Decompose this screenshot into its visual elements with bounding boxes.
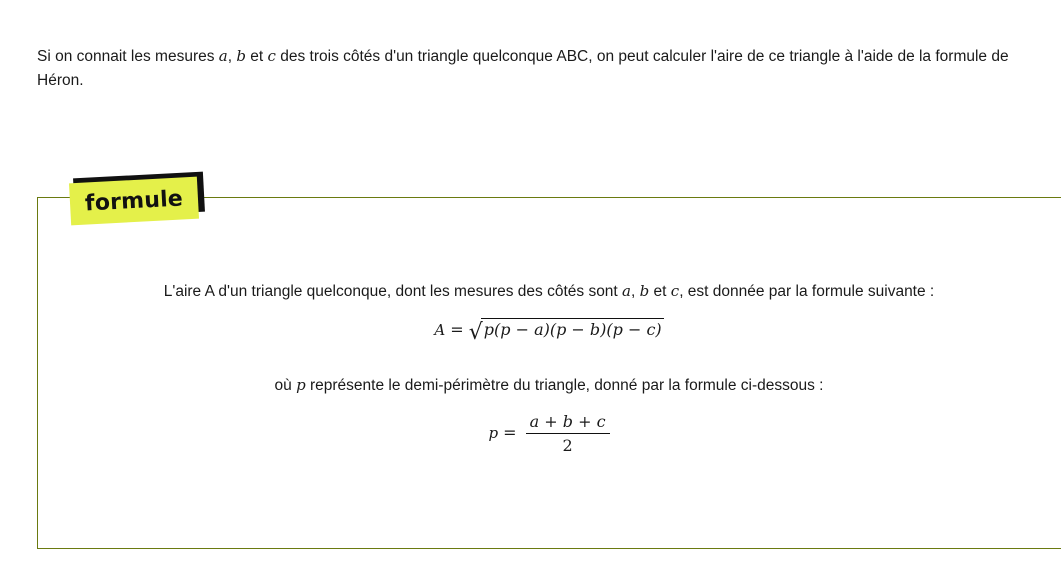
intro-text: Si on connait les mesures (37, 48, 219, 65)
var-b: b (639, 282, 650, 300)
semi-perimeter-formula (37, 412, 1061, 455)
fraction (526, 412, 610, 455)
var-a: a (218, 47, 228, 65)
var-c: c (670, 282, 680, 300)
formula-intro-line (37, 280, 1061, 303)
tag-label: formule (84, 185, 184, 217)
equals-sign: = (498, 423, 522, 442)
fraction-numerator: a + b + c (526, 412, 610, 434)
conj-et: et (245, 48, 268, 65)
line2-text: où (274, 377, 297, 394)
line2-text-end: représente le demi-périmètre du triangle, donné par la formule ci-dessous : (305, 377, 824, 394)
var-p: p (296, 376, 306, 394)
heron-formula (37, 320, 1061, 345)
line1-text-end: , est donnée par la formule suivante : (679, 283, 935, 300)
intro-paragraph (37, 44, 1037, 93)
intro-text-end: des trois côtés d'un triangle quelconque ABC, on peut calculer l'aire de ce triangle à l'aide de la formule de Héron. (37, 48, 1009, 89)
formula-box (37, 197, 1061, 549)
radicand: p(p − a)(p − b)(p − c) (481, 318, 664, 339)
var-a: a (622, 282, 631, 300)
formula-tag (70, 174, 204, 224)
var-p: p (488, 424, 499, 442)
equals-sign: = (445, 320, 469, 339)
line1-text: L'aire A d'un triangle quelconque, dont les mesures des côtés sont (163, 283, 623, 300)
fraction-denominator: 2 (562, 436, 573, 455)
square-root (469, 320, 664, 345)
semi-perimeter-line (37, 374, 1061, 397)
tag-label-bg (69, 177, 199, 226)
var-c: c (267, 47, 276, 65)
radical-sign: √ (468, 320, 483, 345)
conj-et: et (649, 283, 671, 300)
area-symbol: A (434, 321, 446, 339)
comma: , (631, 283, 640, 300)
var-b: b (236, 47, 246, 65)
comma: , (227, 48, 237, 65)
